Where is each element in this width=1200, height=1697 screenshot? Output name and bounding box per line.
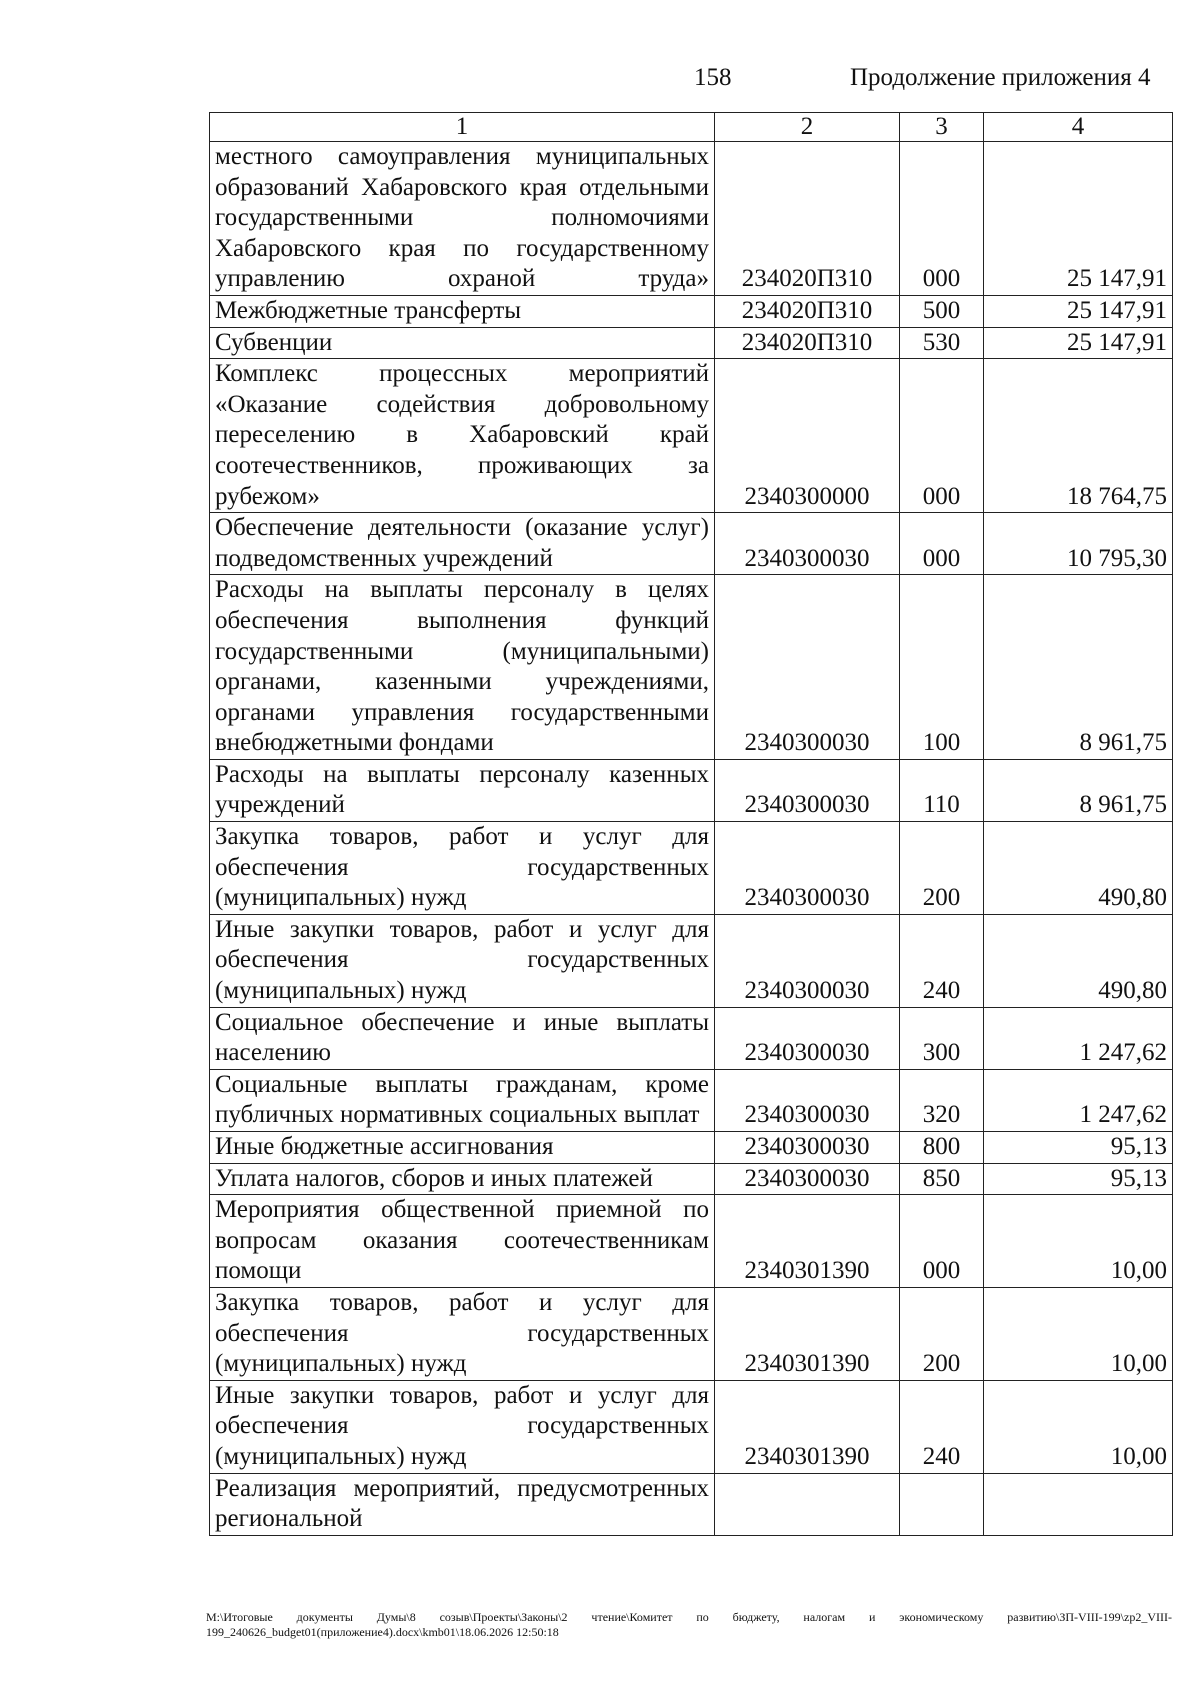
row-name: Иные бюджетные ассигнования [210, 1132, 715, 1164]
table-row [210, 1195, 1173, 1288]
row-name: Межбюджетные трансферты [210, 295, 715, 327]
row-code: 2340300030 [715, 575, 900, 760]
table-row [210, 1069, 1173, 1131]
row-type: 000 [900, 513, 984, 575]
row-code: 2340300030 [715, 822, 900, 915]
row-name: Мероприятия общественной приемной по вопросам оказания соотечественникам помощи [210, 1195, 715, 1288]
row-amount: 10,00 [984, 1380, 1173, 1473]
row-code: 234020П310 [715, 295, 900, 327]
row-code [715, 1473, 900, 1535]
row-amount: 25 147,91 [984, 142, 1173, 296]
table-header-row [210, 113, 1173, 142]
row-name: Субвенции [210, 327, 715, 359]
row-name: Закупка товаров, работ и услуг для обеспечения государственных (муниципальных) нужд [210, 1287, 715, 1380]
row-amount: 95,13 [984, 1163, 1173, 1195]
row-code: 2340300030 [715, 1007, 900, 1069]
table-row [210, 759, 1173, 821]
row-amount: 490,80 [984, 914, 1173, 1007]
table-row [210, 327, 1173, 359]
row-type: 320 [900, 1069, 984, 1131]
table-row [210, 914, 1173, 1007]
footer-file-path: М:\Итоговые документы Думы\8 созыв\Проекты\Законы\2 чтение\Комитет по бюджету, налогам и экономическому развитию\ЗП-VIII-199\zp2_VIII-199_240626_budget01(приложение4).docx\kmb01\18.06.2026 12:50:18 [206, 1610, 1172, 1639]
row-name: Социальные выплаты гражданам, кроме публичных нормативных социальных выплат [210, 1069, 715, 1131]
row-type: 000 [900, 142, 984, 296]
row-code: 2340301390 [715, 1287, 900, 1380]
row-amount: 18 764,75 [984, 359, 1173, 513]
table-row [210, 359, 1173, 513]
table-row [210, 513, 1173, 575]
row-type: 500 [900, 295, 984, 327]
row-type: 200 [900, 822, 984, 915]
row-code: 2340300030 [715, 759, 900, 821]
row-amount [984, 1473, 1173, 1535]
budget-table [209, 112, 1173, 1536]
row-code: 2340300030 [715, 1163, 900, 1195]
row-name: Социальное обеспечение и иные выплаты населению [210, 1007, 715, 1069]
row-amount: 10,00 [984, 1195, 1173, 1288]
row-code: 2340300000 [715, 359, 900, 513]
table-row [210, 1473, 1173, 1535]
row-amount: 1 247,62 [984, 1069, 1173, 1131]
table-row [210, 1287, 1173, 1380]
continuation-label: Продолжение приложения 4 [850, 64, 1151, 91]
row-type: 100 [900, 575, 984, 760]
table-row [210, 1007, 1173, 1069]
row-code: 2340300030 [715, 914, 900, 1007]
row-type [900, 1473, 984, 1535]
row-name: Реализация мероприятий, предусмотренных региональной [210, 1473, 715, 1535]
row-amount: 490,80 [984, 822, 1173, 915]
row-name: местного самоуправления муниципальных образований Хабаровского края отдельными государственными полномочиями Хабаровского края по государственному управлению охраной труда» [210, 142, 715, 296]
table-row [210, 822, 1173, 915]
row-name: Расходы на выплаты персоналу в целях обеспечения выполнения функций государственными (муниципальными) органами, казенными учреждениями, органами управления государственными внебюджетными фондами [210, 575, 715, 760]
row-name: Иные закупки товаров, работ и услуг для обеспечения государственных (муниципальных) нужд [210, 914, 715, 1007]
table-row [210, 295, 1173, 327]
row-code: 234020П310 [715, 327, 900, 359]
row-amount: 8 961,75 [984, 759, 1173, 821]
column-header-1: 1 [210, 113, 715, 142]
row-amount: 1 247,62 [984, 1007, 1173, 1069]
row-amount: 95,13 [984, 1132, 1173, 1164]
row-code: 2340300030 [715, 1132, 900, 1164]
row-type: 850 [900, 1163, 984, 1195]
row-amount: 8 961,75 [984, 575, 1173, 760]
table-row [210, 575, 1173, 760]
table-row [210, 1380, 1173, 1473]
table-row [210, 1163, 1173, 1195]
row-type: 240 [900, 1380, 984, 1473]
table-row [210, 142, 1173, 296]
row-code: 2340300030 [715, 513, 900, 575]
row-amount: 10,00 [984, 1287, 1173, 1380]
row-type: 000 [900, 359, 984, 513]
row-type: 110 [900, 759, 984, 821]
row-code: 2340301390 [715, 1195, 900, 1288]
row-code: 2340300030 [715, 1069, 900, 1131]
column-header-4: 4 [984, 113, 1173, 142]
row-type: 240 [900, 914, 984, 1007]
row-type: 300 [900, 1007, 984, 1069]
row-type: 200 [900, 1287, 984, 1380]
page-header [0, 64, 1200, 104]
row-name: Закупка товаров, работ и услуг для обеспечения государственных (муниципальных) нужд [210, 822, 715, 915]
row-code: 234020П310 [715, 142, 900, 296]
row-type: 800 [900, 1132, 984, 1164]
row-code: 2340301390 [715, 1380, 900, 1473]
table-row [210, 1132, 1173, 1164]
row-amount: 10 795,30 [984, 513, 1173, 575]
row-name: Комплекс процессных мероприятий «Оказание содействия добровольному переселению в Хабаровский край соотечественников, проживающих за рубежом» [210, 359, 715, 513]
row-type: 530 [900, 327, 984, 359]
row-name: Уплата налогов, сборов и иных платежей [210, 1163, 715, 1195]
row-name: Расходы на выплаты персоналу казенных учреждений [210, 759, 715, 821]
column-header-2: 2 [715, 113, 900, 142]
row-type: 000 [900, 1195, 984, 1288]
row-amount: 25 147,91 [984, 295, 1173, 327]
page-number: 158 [694, 64, 732, 91]
column-header-3: 3 [900, 113, 984, 142]
row-name: Иные закупки товаров, работ и услуг для обеспечения государственных (муниципальных) нужд [210, 1380, 715, 1473]
row-amount: 25 147,91 [984, 327, 1173, 359]
row-name: Обеспечение деятельности (оказание услуг) подведомственных учреждений [210, 513, 715, 575]
